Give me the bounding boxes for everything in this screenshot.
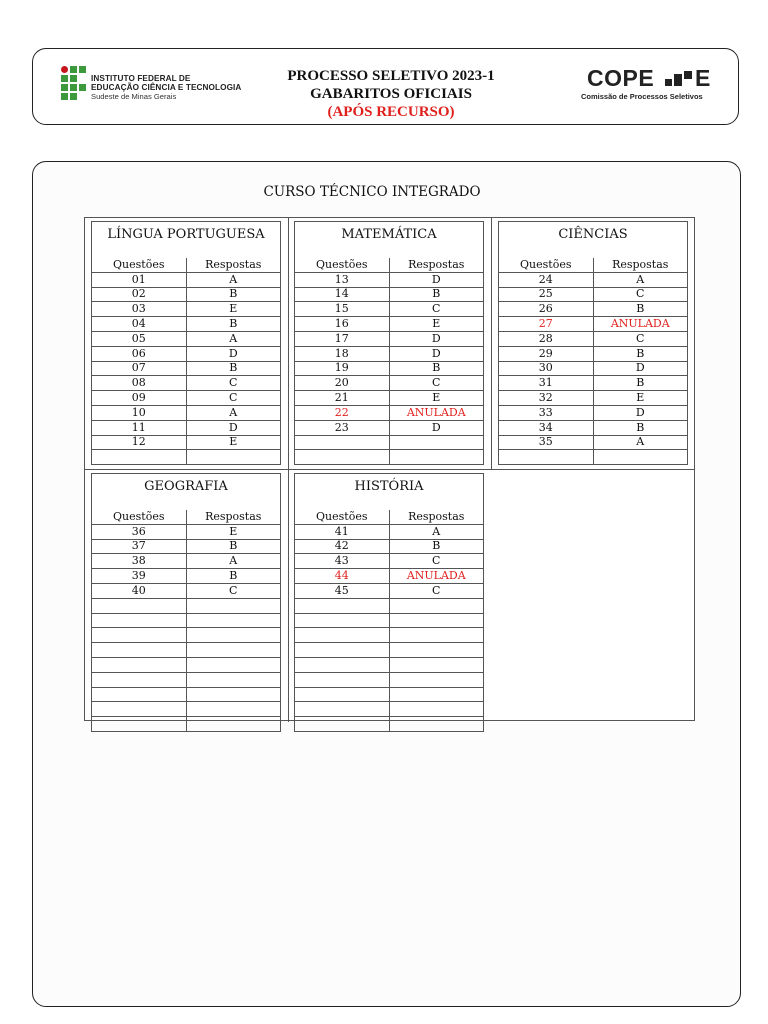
question-number	[295, 450, 390, 465]
question-number: 15	[295, 302, 390, 317]
answer-value: B	[593, 302, 688, 317]
question-number: 44	[295, 569, 390, 584]
grid-divider	[288, 218, 289, 722]
question-number	[92, 450, 187, 465]
table-row	[295, 361, 484, 376]
question-number	[92, 687, 187, 702]
table-row	[92, 613, 281, 628]
question-number: 30	[499, 361, 594, 376]
answers-header: Respostas	[389, 258, 484, 272]
table-row	[499, 420, 688, 435]
answer-value: A	[186, 405, 281, 420]
table-row	[92, 598, 281, 613]
question-number: 17	[295, 331, 390, 346]
question-number	[295, 598, 390, 613]
question-number: 26	[499, 302, 594, 317]
table-row	[499, 317, 688, 332]
questions-header: Questões	[499, 258, 594, 272]
question-number: 45	[295, 583, 390, 598]
question-number: 13	[295, 272, 390, 287]
question-number: 33	[499, 405, 594, 420]
subject-panel-matematica	[294, 221, 484, 465]
table-row	[499, 405, 688, 420]
question-number: 24	[499, 272, 594, 287]
answer-value: B	[593, 346, 688, 361]
question-number: 32	[499, 391, 594, 406]
table-row	[499, 391, 688, 406]
cope-word: COPE	[587, 65, 655, 91]
question-number: 40	[92, 583, 187, 598]
answer-value	[389, 613, 484, 628]
questions-header: Questões	[92, 510, 187, 524]
institution-line-2: EDUCAÇÃO CIÊNCIA E TECNOLOGIA	[91, 83, 242, 92]
question-number: 20	[295, 376, 390, 391]
question-number: 43	[295, 554, 390, 569]
table-row	[92, 657, 281, 672]
table-row	[92, 539, 281, 554]
title-line-3: (APÓS RECURSO)	[327, 104, 455, 120]
question-number: 11	[92, 420, 187, 435]
question-number: 12	[92, 435, 187, 450]
grid-divider	[85, 469, 694, 470]
question-number: 27	[499, 317, 594, 332]
title-line-2: GABARITOS OFICIAIS	[310, 86, 472, 102]
table-row	[295, 539, 484, 554]
question-number: 25	[499, 287, 594, 302]
answer-value: B	[186, 317, 281, 332]
table-row	[92, 405, 281, 420]
course-title: CURSO TÉCNICO INTEGRADO	[263, 184, 481, 200]
question-number: 06	[92, 346, 187, 361]
table-row	[295, 643, 484, 658]
question-number: 35	[499, 435, 594, 450]
answer-value: C	[186, 391, 281, 406]
question-number: 02	[92, 287, 187, 302]
table-row	[92, 554, 281, 569]
answer-value: A	[593, 272, 688, 287]
table-row	[92, 628, 281, 643]
question-number: 19	[295, 361, 390, 376]
table-row	[295, 717, 484, 732]
answer-value	[389, 598, 484, 613]
question-number	[92, 657, 187, 672]
question-number	[295, 435, 390, 450]
question-number: 14	[295, 287, 390, 302]
table-row	[295, 331, 484, 346]
answer-value: B	[186, 361, 281, 376]
question-number: 41	[295, 524, 390, 539]
header-title	[251, 67, 531, 121]
answer-value: E	[389, 391, 484, 406]
cope-subtitle: Comissão de Processos Seletivos	[581, 92, 703, 101]
answer-value	[186, 657, 281, 672]
table-row	[295, 302, 484, 317]
table-row	[92, 376, 281, 391]
answer-value	[186, 598, 281, 613]
answer-value: B	[186, 287, 281, 302]
table-row	[92, 272, 281, 287]
table-row	[499, 272, 688, 287]
answer-value: A	[186, 272, 281, 287]
answer-table	[294, 258, 484, 465]
question-number	[92, 628, 187, 643]
question-number: 08	[92, 376, 187, 391]
document-header	[32, 48, 739, 125]
answer-value	[186, 687, 281, 702]
answer-value	[389, 702, 484, 717]
table-row	[499, 361, 688, 376]
question-number: 01	[92, 272, 187, 287]
table-row	[295, 435, 484, 450]
answer-value: ANULADA	[389, 405, 484, 420]
subject-title: GEOGRAFIA	[91, 473, 281, 510]
question-number: 05	[92, 331, 187, 346]
question-number	[295, 628, 390, 643]
table-row	[92, 331, 281, 346]
question-number	[92, 613, 187, 628]
table-row	[92, 317, 281, 332]
question-number	[295, 643, 390, 658]
answer-value: C	[389, 583, 484, 598]
question-number: 39	[92, 569, 187, 584]
question-number: 42	[295, 539, 390, 554]
question-number: 16	[295, 317, 390, 332]
question-number	[295, 672, 390, 687]
answer-value: D	[389, 331, 484, 346]
title-line-1: PROCESSO SELETIVO 2023-1	[287, 68, 495, 84]
subject-title: CIÊNCIAS	[498, 221, 688, 258]
answer-value	[186, 717, 281, 732]
answer-value: D	[593, 361, 688, 376]
answers-header: Respostas	[186, 258, 281, 272]
answer-value: C	[593, 331, 688, 346]
cope-logo	[581, 65, 725, 105]
table-row	[295, 657, 484, 672]
table-row	[92, 287, 281, 302]
answer-value	[186, 628, 281, 643]
institution-name	[91, 74, 241, 101]
answer-value	[389, 657, 484, 672]
answer-value: B	[593, 376, 688, 391]
answer-value: B	[186, 569, 281, 584]
answer-value	[186, 450, 281, 465]
question-number: 28	[499, 331, 594, 346]
answer-value: A	[593, 435, 688, 450]
table-row	[499, 450, 688, 465]
table-row	[295, 687, 484, 702]
answer-value: E	[389, 317, 484, 332]
subject-panel-historia	[294, 473, 484, 732]
answer-value: D	[593, 405, 688, 420]
answer-value	[389, 672, 484, 687]
answer-value: D	[389, 272, 484, 287]
cope-e: E	[695, 65, 711, 91]
question-number	[499, 450, 594, 465]
answer-key-grid	[84, 217, 695, 721]
subject-title: MATEMÁTICA	[294, 221, 484, 258]
answer-value: B	[389, 287, 484, 302]
table-row	[295, 554, 484, 569]
answer-value: E	[186, 435, 281, 450]
answer-value	[389, 628, 484, 643]
table-row	[92, 569, 281, 584]
if-logo-icon	[61, 66, 87, 101]
answer-table	[91, 510, 281, 732]
subject-panel-ciencias	[498, 221, 688, 465]
answer-table	[91, 258, 281, 465]
question-number: 31	[499, 376, 594, 391]
question-number: 38	[92, 554, 187, 569]
question-number: 09	[92, 391, 187, 406]
answer-value	[389, 643, 484, 658]
answer-value: D	[389, 346, 484, 361]
table-row	[92, 391, 281, 406]
table-row	[92, 361, 281, 376]
table-row	[92, 643, 281, 658]
table-row	[295, 569, 484, 584]
question-number: 18	[295, 346, 390, 361]
answers-header: Respostas	[389, 510, 484, 524]
table-row	[499, 435, 688, 450]
table-row	[92, 687, 281, 702]
table-row	[295, 450, 484, 465]
question-number	[295, 657, 390, 672]
table-row	[295, 405, 484, 420]
table-row	[499, 287, 688, 302]
question-number: 04	[92, 317, 187, 332]
table-row	[92, 435, 281, 450]
table-row	[92, 702, 281, 717]
question-number: 29	[499, 346, 594, 361]
answer-value	[186, 702, 281, 717]
answer-value: C	[389, 302, 484, 317]
question-number: 36	[92, 524, 187, 539]
answer-value	[186, 672, 281, 687]
answer-value	[186, 613, 281, 628]
table-row	[295, 702, 484, 717]
answer-value: D	[186, 346, 281, 361]
question-number: 37	[92, 539, 187, 554]
table-row	[295, 524, 484, 539]
question-number	[295, 687, 390, 702]
table-row	[295, 317, 484, 332]
answer-value	[593, 450, 688, 465]
question-number	[92, 702, 187, 717]
answer-value: ANULADA	[389, 569, 484, 584]
answer-value: C	[389, 554, 484, 569]
question-number: 07	[92, 361, 187, 376]
table-row	[92, 450, 281, 465]
question-number	[295, 702, 390, 717]
answer-value	[389, 450, 484, 465]
questions-header: Questões	[295, 510, 390, 524]
answer-table	[294, 510, 484, 732]
answer-value: B	[389, 361, 484, 376]
answer-value: B	[186, 539, 281, 554]
answer-value	[389, 687, 484, 702]
answer-value	[389, 435, 484, 450]
answer-value: A	[186, 554, 281, 569]
table-row	[499, 376, 688, 391]
table-row	[92, 672, 281, 687]
cope-blocks-icon	[665, 71, 693, 89]
answer-value: E	[186, 524, 281, 539]
answer-value: A	[389, 524, 484, 539]
answer-value: ANULADA	[593, 317, 688, 332]
answer-value: A	[186, 331, 281, 346]
table-row	[295, 628, 484, 643]
table-row	[499, 331, 688, 346]
grid-divider	[491, 218, 492, 470]
table-row	[295, 672, 484, 687]
table-row	[295, 346, 484, 361]
answer-value: B	[593, 420, 688, 435]
institution-line-1: INSTITUTO FEDERAL DE	[91, 74, 191, 83]
answer-value: D	[389, 420, 484, 435]
answer-value: B	[389, 539, 484, 554]
subject-panel-lingua-portuguesa	[91, 221, 281, 465]
table-row	[499, 302, 688, 317]
table-row	[295, 420, 484, 435]
questions-header: Questões	[295, 258, 390, 272]
table-row	[92, 346, 281, 361]
subject-title: LÍNGUA PORTUGUESA	[91, 221, 281, 258]
question-number	[92, 598, 187, 613]
question-number: 10	[92, 405, 187, 420]
subject-title: HISTÓRIA	[294, 473, 484, 510]
question-number	[295, 717, 390, 732]
answer-value	[186, 643, 281, 658]
question-number: 22	[295, 405, 390, 420]
answer-table	[498, 258, 688, 465]
table-row	[295, 272, 484, 287]
question-number	[92, 672, 187, 687]
answers-header: Respostas	[186, 510, 281, 524]
table-row	[92, 420, 281, 435]
answer-value: D	[186, 420, 281, 435]
question-number: 03	[92, 302, 187, 317]
table-row	[92, 583, 281, 598]
subject-panel-geografia	[91, 473, 281, 732]
question-number	[295, 613, 390, 628]
table-row	[92, 717, 281, 732]
table-row	[295, 583, 484, 598]
answer-key-container	[32, 161, 741, 1007]
table-row	[92, 524, 281, 539]
question-number: 23	[295, 420, 390, 435]
question-number	[92, 717, 187, 732]
table-row	[92, 302, 281, 317]
answers-header: Respostas	[593, 258, 688, 272]
answer-value: C	[186, 583, 281, 598]
answer-value: E	[593, 391, 688, 406]
answer-value	[389, 717, 484, 732]
questions-header: Questões	[92, 258, 187, 272]
institution-line-3: Sudeste de Minas Gerais	[91, 92, 177, 101]
table-row	[295, 287, 484, 302]
question-number: 34	[499, 420, 594, 435]
answer-value: C	[593, 287, 688, 302]
table-row	[295, 376, 484, 391]
question-number: 21	[295, 391, 390, 406]
table-row	[499, 346, 688, 361]
table-row	[295, 613, 484, 628]
answer-value: C	[389, 376, 484, 391]
answer-value: E	[186, 302, 281, 317]
table-row	[295, 598, 484, 613]
answer-value: C	[186, 376, 281, 391]
table-row	[295, 391, 484, 406]
question-number	[92, 643, 187, 658]
